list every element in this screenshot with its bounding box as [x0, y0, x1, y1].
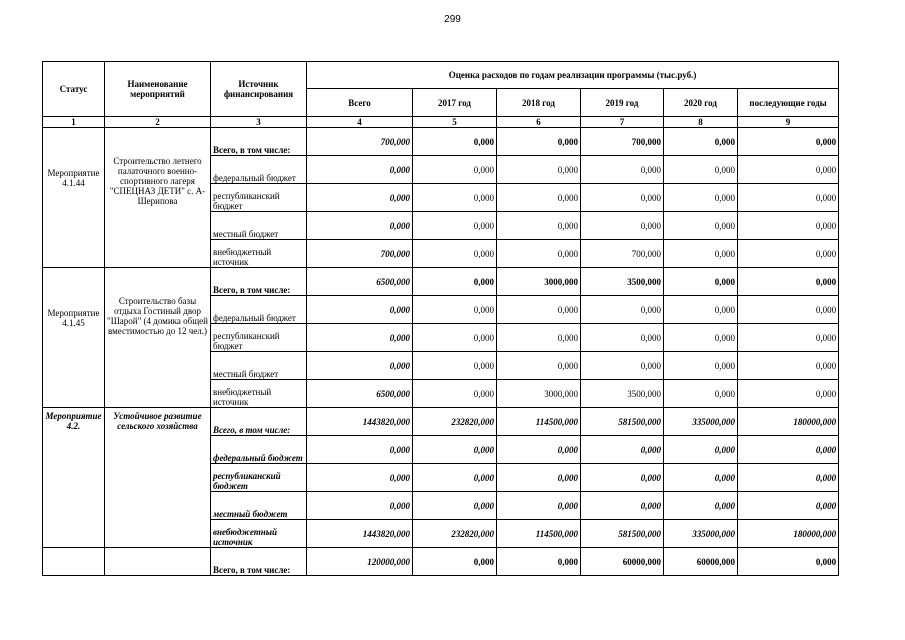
cell-amount: 0,000	[664, 268, 738, 296]
cell-amount: 0,000	[664, 436, 738, 464]
cell-amount: 0,000	[497, 492, 581, 520]
cell-amount: 0,000	[581, 352, 664, 380]
cell-amount: 0,000	[738, 380, 839, 408]
cell-amount: 0,000	[497, 324, 581, 352]
cell-amount: 0,000	[664, 128, 738, 156]
cell-amount: 581500,000	[581, 408, 664, 436]
cell-amount: 0,000	[413, 156, 497, 184]
cell-amount: 0,000	[738, 492, 839, 520]
cell-amount: 60000,000	[664, 548, 738, 576]
cell-amount: 180000,000	[738, 408, 839, 436]
cell-amount: 0,000	[413, 128, 497, 156]
cell-event-name: Устойчивое развитие сельского хозяйства	[105, 408, 211, 548]
cell-source: местный бюджет	[211, 492, 307, 520]
cell-source: федеральный бюджет	[211, 296, 307, 324]
cell-amount: 0,000	[738, 296, 839, 324]
cell-amount: 0,000	[307, 352, 413, 380]
cell-event-name: Строительство базы отдыха Гостиный двор "Шарой" (4 домика общей вместимостью до 12 чел.)	[105, 268, 211, 408]
cell-amount: 0,000	[497, 156, 581, 184]
cell-amount: 0,000	[664, 464, 738, 492]
cell-amount: 0,000	[664, 184, 738, 212]
cell-source: Всего, в том числе:	[211, 548, 307, 576]
cell-amount: 232820,000	[413, 520, 497, 548]
cell-amount: 114500,000	[497, 520, 581, 548]
cell-amount: 0,000	[497, 296, 581, 324]
col-number: 7	[581, 117, 664, 128]
header-source: Источник финансирования	[211, 62, 307, 117]
cell-source: федеральный бюджет	[211, 436, 307, 464]
cell-amount: 0,000	[307, 492, 413, 520]
cell-amount: 0,000	[497, 548, 581, 576]
cell-amount: 0,000	[497, 128, 581, 156]
cell-amount: 0,000	[413, 548, 497, 576]
cell-amount: 0,000	[738, 268, 839, 296]
cell-amount: 0,000	[307, 436, 413, 464]
cell-amount: 0,000	[738, 156, 839, 184]
cell-amount: 6500,000	[307, 380, 413, 408]
cell-amount: 0,000	[664, 156, 738, 184]
cell-status: Мероприятие 4.1.44	[43, 128, 105, 268]
cell-amount: 1443820,000	[307, 408, 413, 436]
cell-amount: 0,000	[581, 184, 664, 212]
cell-source: республиканский бюджет	[211, 184, 307, 212]
cell-amount: 114500,000	[497, 408, 581, 436]
cell-amount: 120000,000	[307, 548, 413, 576]
cell-amount: 0,000	[413, 184, 497, 212]
cell-amount: 0,000	[738, 240, 839, 268]
cell-amount: 0,000	[307, 324, 413, 352]
col-number: 5	[413, 117, 497, 128]
cell-amount: 0,000	[664, 324, 738, 352]
cell-amount: 0,000	[497, 464, 581, 492]
cell-amount: 0,000	[581, 212, 664, 240]
cell-source: Всего, в том числе:	[211, 128, 307, 156]
header-estimate: Оценка расходов по годам реализации программы (тыс.руб.)	[307, 62, 839, 89]
cell-amount: 0,000	[581, 156, 664, 184]
cell-amount: 0,000	[413, 296, 497, 324]
header-year: 2019 год	[581, 89, 664, 117]
header-year: Всего	[307, 89, 413, 117]
cell-amount: 0,000	[413, 380, 497, 408]
cell-amount: 6500,000	[307, 268, 413, 296]
cell-amount: 0,000	[664, 212, 738, 240]
header-year: 2020 год	[664, 89, 738, 117]
cell-source: республиканский бюджет	[211, 464, 307, 492]
header-name: Наименование мероприятий	[105, 62, 211, 117]
cell-amount: 0,000	[738, 548, 839, 576]
cell-amount: 0,000	[497, 240, 581, 268]
header-status: Статус	[43, 62, 105, 117]
cell-event-name: Строительство летнего палаточного военно-спортивного лагеря "СПЕЦНАЗ ДЕТИ" с. А-Шерипова	[105, 128, 211, 268]
col-number: 8	[664, 117, 738, 128]
cell-amount: 0,000	[664, 296, 738, 324]
cell-event-name	[105, 548, 211, 576]
page-number: 299	[444, 14, 461, 25]
cell-amount: 0,000	[307, 156, 413, 184]
header-year: 2018 год	[497, 89, 581, 117]
col-number: 4	[307, 117, 413, 128]
cell-source: республиканский бюджет	[211, 324, 307, 352]
cell-amount: 0,000	[581, 324, 664, 352]
table-row	[43, 268, 839, 296]
cell-amount: 0,000	[413, 464, 497, 492]
cell-amount: 0,000	[497, 352, 581, 380]
cell-amount: 0,000	[664, 492, 738, 520]
cell-amount: 0,000	[738, 352, 839, 380]
cell-amount: 232820,000	[413, 408, 497, 436]
cell-amount: 0,000	[497, 184, 581, 212]
cell-amount: 0,000	[664, 240, 738, 268]
cell-amount: 0,000	[581, 492, 664, 520]
header-year: 2017 год	[413, 89, 497, 117]
cell-source: федеральный бюджет	[211, 156, 307, 184]
cell-status	[43, 548, 105, 576]
cell-amount: 180000,000	[738, 520, 839, 548]
cell-amount: 0,000	[664, 352, 738, 380]
cell-amount: 0,000	[413, 268, 497, 296]
cell-amount: 581500,000	[581, 520, 664, 548]
cell-amount: 0,000	[664, 380, 738, 408]
cell-amount: 0,000	[307, 296, 413, 324]
cell-amount: 0,000	[738, 436, 839, 464]
header-year: последующие годы	[738, 89, 839, 117]
cell-amount: 0,000	[497, 436, 581, 464]
cell-amount: 0,000	[581, 436, 664, 464]
cell-amount: 1443820,000	[307, 520, 413, 548]
cell-source: местный бюджет	[211, 352, 307, 380]
cell-status: Мероприятие 4.1.45	[43, 268, 105, 408]
cell-amount: 0,000	[413, 240, 497, 268]
cell-amount: 0,000	[738, 184, 839, 212]
cell-amount: 0,000	[581, 464, 664, 492]
cell-source: Всего, в том числе:	[211, 408, 307, 436]
cell-amount: 3000,000	[497, 268, 581, 296]
cell-amount: 3000,000	[497, 380, 581, 408]
cell-status: Мероприятие 4.2.	[43, 408, 105, 548]
col-number: 3	[211, 117, 307, 128]
cell-amount: 335000,000	[664, 408, 738, 436]
table-body	[43, 128, 839, 576]
table-row	[43, 408, 839, 436]
cell-amount: 0,000	[413, 324, 497, 352]
cell-amount: 0,000	[413, 212, 497, 240]
cell-amount: 700,000	[307, 128, 413, 156]
cell-amount: 60000,000	[581, 548, 664, 576]
cell-amount: 0,000	[581, 296, 664, 324]
cell-source: внебюджетный источник	[211, 380, 307, 408]
cell-amount: 700,000	[581, 240, 664, 268]
cell-source: Всего, в том числе:	[211, 268, 307, 296]
col-number: 6	[497, 117, 581, 128]
col-number: 2	[105, 117, 211, 128]
cell-amount: 0,000	[738, 464, 839, 492]
cell-amount: 0,000	[307, 464, 413, 492]
cell-amount: 0,000	[413, 492, 497, 520]
cell-amount: 335000,000	[664, 520, 738, 548]
cell-amount: 700,000	[581, 128, 664, 156]
cell-source: внебюджетный источник	[211, 240, 307, 268]
cell-amount: 0,000	[307, 184, 413, 212]
cell-amount: 0,000	[738, 128, 839, 156]
cell-source: внебюджетный источник	[211, 520, 307, 548]
cell-amount: 0,000	[738, 324, 839, 352]
cell-amount: 0,000	[307, 212, 413, 240]
budget-table	[42, 61, 839, 576]
table-row	[43, 548, 839, 576]
cell-amount: 3500,000	[581, 380, 664, 408]
cell-amount: 0,000	[738, 212, 839, 240]
cell-amount: 0,000	[497, 212, 581, 240]
table-row	[43, 128, 839, 156]
col-number: 1	[43, 117, 105, 128]
cell-amount: 700,000	[307, 240, 413, 268]
cell-amount: 0,000	[413, 352, 497, 380]
cell-amount: 3500,000	[581, 268, 664, 296]
cell-source: местный бюджет	[211, 212, 307, 240]
cell-amount: 0,000	[413, 436, 497, 464]
col-number: 9	[738, 117, 839, 128]
